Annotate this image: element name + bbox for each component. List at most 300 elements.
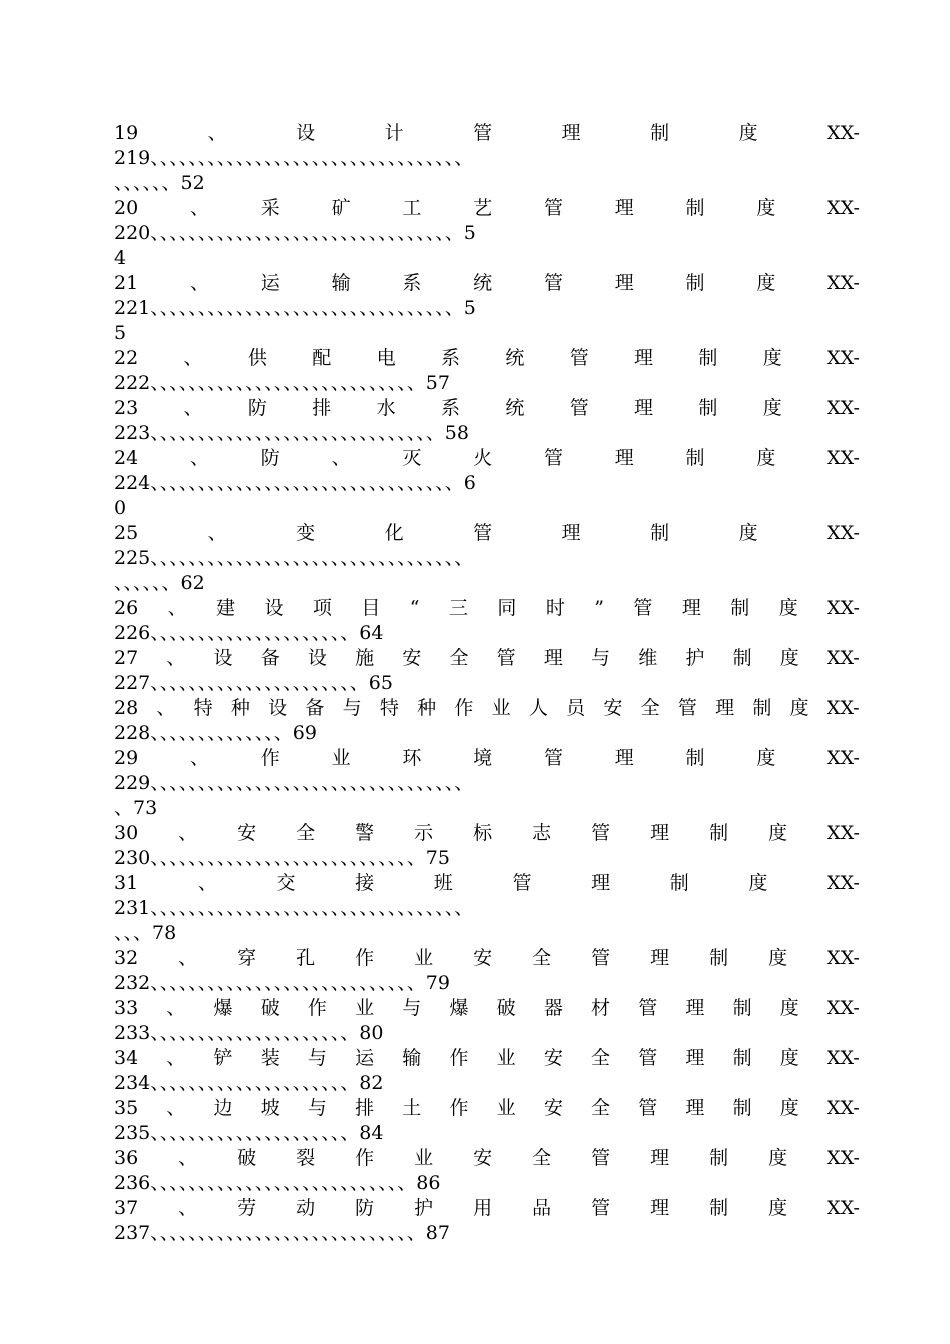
toc-title-token: 制: [685, 197, 705, 219]
toc-title-token: 理: [650, 1147, 670, 1169]
toc-title-token: 品: [532, 1197, 552, 1219]
toc-entry-title: [114, 1146, 860, 1171]
toc-title-token: 工: [402, 197, 422, 219]
toc-title-token: 作: [449, 1097, 469, 1119]
toc-entry-leader: 219、、、、、、、、、、、、、、、、、、、、、、、、、、、、、、、、、: [114, 147, 474, 169]
toc-title-token: 度: [748, 872, 768, 894]
toc-title-token: 安: [473, 1147, 493, 1169]
toc-entry-title: [114, 121, 860, 146]
toc-title-token: 29: [114, 747, 139, 769]
toc-title-token: 、: [178, 1147, 198, 1169]
toc-title-token: 理: [543, 647, 563, 669]
toc-title-token: 理: [614, 272, 634, 294]
toc-title-token: 与: [591, 647, 611, 669]
toc-title-token: 供: [247, 347, 267, 369]
toc-title-token: XX-: [827, 347, 860, 369]
toc-entry-title: [114, 746, 860, 771]
toc-entry-leader: 235、、、、、、、、、、、、、、、、、、、、、84: [114, 1122, 384, 1144]
toc-title-token: 19: [114, 122, 139, 144]
toc-entry[interactable]: [114, 196, 860, 271]
toc-entry-title: [114, 596, 860, 621]
toc-title-token: 制: [698, 347, 718, 369]
toc-entry[interactable]: [114, 821, 860, 871]
toc-title-token: 全: [532, 1147, 552, 1169]
toc-title-token: 全: [296, 822, 316, 844]
toc-title-token: 安: [543, 1047, 563, 1069]
toc-title-token: 艺: [473, 197, 493, 219]
toc-title-token: 劳: [237, 1197, 257, 1219]
toc-entry-leader: 221、、、、、、、、、、、、、、、、、、、、、、、、、、、、、、、、5: [114, 297, 476, 319]
table-of-contents: [114, 121, 860, 1246]
toc-entry-leader: 228、、、、、、、、、、、、、、69: [114, 722, 317, 744]
toc-title-token: 度: [789, 697, 809, 719]
toc-entry-page-tail: 、73: [114, 797, 158, 819]
toc-title-token: 管: [512, 872, 532, 894]
toc-title-token: 、: [189, 447, 209, 469]
toc-title-token: 采: [260, 197, 280, 219]
toc-title-token: 、: [178, 947, 198, 969]
toc-title-token: 管: [543, 447, 563, 469]
toc-title-token: 警: [355, 822, 375, 844]
toc-entry[interactable]: [114, 1146, 860, 1196]
toc-title-token: 、: [189, 272, 209, 294]
toc-title-token: XX-: [827, 197, 860, 219]
toc-entry-leader: 225、、、、、、、、、、、、、、、、、、、、、、、、、、、、、、、、、: [114, 547, 474, 569]
toc-entry[interactable]: [114, 521, 860, 596]
toc-title-token: 28: [114, 697, 139, 719]
toc-title-token: XX-: [827, 397, 860, 419]
toc-title-token: 度: [738, 122, 758, 144]
toc-title-token: 设: [213, 647, 233, 669]
toc-title-token: 35: [114, 1097, 139, 1119]
toc-title-token: XX-: [827, 597, 860, 619]
toc-title-token: 设: [264, 597, 284, 619]
toc-title-token: 管: [569, 347, 589, 369]
toc-title-token: 管: [543, 272, 563, 294]
toc-title-token: XX-: [827, 522, 860, 544]
toc-entry[interactable]: [114, 946, 860, 996]
toc-title-token: 管: [633, 597, 653, 619]
toc-entry-title: [114, 1046, 860, 1071]
toc-entry-title: [114, 446, 860, 471]
toc-title-token: 理: [614, 747, 634, 769]
toc-title-token: 护: [414, 1197, 434, 1219]
toc-title-token: 理: [634, 347, 654, 369]
toc-entry[interactable]: [114, 121, 860, 196]
toc-entry[interactable]: [114, 346, 860, 396]
toc-title-token: 破: [237, 1147, 257, 1169]
toc-title-token: 与: [402, 997, 422, 1019]
toc-title-token: 铲: [213, 1047, 233, 1069]
toc-title-token: 理: [685, 1097, 705, 1119]
toc-title-token: 制: [752, 697, 772, 719]
toc-title-token: 安: [402, 647, 422, 669]
toc-title-token: 、: [207, 522, 227, 544]
toc-title-token: 安: [473, 947, 493, 969]
toc-entry-title: [114, 821, 860, 846]
toc-title-token: 管: [591, 1147, 611, 1169]
toc-title-token: 、: [189, 747, 209, 769]
toc-entry-title: [114, 946, 860, 971]
toc-entry-page-tail: 、、、、、、62: [114, 572, 205, 594]
toc-title-token: 管: [591, 947, 611, 969]
toc-title-token: 制: [685, 447, 705, 469]
toc-entry-leader: 220、、、、、、、、、、、、、、、、、、、、、、、、、、、、、、、、5: [114, 222, 476, 244]
toc-title-token: 度: [756, 272, 776, 294]
toc-title-token: 标: [473, 822, 493, 844]
toc-title-token: 管: [569, 397, 589, 419]
toc-entry-leader: 227、、、、、、、、、、、、、、、、、、、、、、65: [114, 672, 393, 694]
toc-title-token: 、: [207, 122, 227, 144]
toc-title-token: 爆: [449, 997, 469, 1019]
toc-entry-leader: 236、、、、、、、、、、、、、、、、、、、、、、、、、、、86: [114, 1172, 441, 1194]
toc-title-token: 器: [543, 997, 563, 1019]
toc-entry[interactable]: [114, 446, 860, 521]
toc-entry[interactable]: [114, 746, 860, 821]
toc-title-token: 制: [732, 1047, 752, 1069]
toc-title-token: 23: [114, 397, 139, 419]
toc-entry[interactable]: [114, 1196, 860, 1246]
toc-title-token: 矿: [331, 197, 351, 219]
toc-entry-page-tail: 0: [114, 497, 127, 519]
toc-title-token: 孔: [296, 947, 316, 969]
toc-title-token: 制: [650, 122, 670, 144]
toc-entry-leader: 230、、、、、、、、、、、、、、、、、、、、、、、、、、、、75: [114, 847, 450, 869]
toc-title-token: 36: [114, 1147, 139, 1169]
toc-title-token: 理: [591, 872, 611, 894]
toc-title-token: 、: [166, 647, 186, 669]
toc-title-token: 系: [440, 347, 460, 369]
toc-title-token: XX-: [827, 272, 860, 294]
toc-title-token: 制: [698, 397, 718, 419]
toc-title-token: 环: [402, 747, 422, 769]
toc-title-token: 破: [496, 997, 516, 1019]
toc-title-token: 裂: [296, 1147, 316, 1169]
toc-entry-page-tail: 、、、78: [114, 922, 177, 944]
toc-title-token: 理: [650, 947, 670, 969]
toc-title-token: 理: [681, 597, 701, 619]
toc-title-token: 度: [762, 397, 782, 419]
toc-title-token: 时: [545, 597, 565, 619]
toc-title-token: 制: [685, 272, 705, 294]
toc-title-token: 项: [312, 597, 332, 619]
toc-title-token: 与: [342, 697, 362, 719]
toc-entry-title: [114, 521, 860, 546]
toc-title-token: 变: [296, 522, 316, 544]
toc-title-token: 接: [355, 872, 375, 894]
toc-title-token: 理: [614, 447, 634, 469]
toc-title-token: 制: [730, 597, 750, 619]
toc-title-token: 防: [247, 397, 267, 419]
toc-title-token: XX-: [827, 1197, 860, 1219]
toc-title-token: 业: [355, 997, 375, 1019]
toc-title-token: 设: [296, 122, 316, 144]
toc-title-token: 边: [213, 1097, 233, 1119]
toc-title-token: XX-: [827, 747, 860, 769]
toc-title-token: 系: [402, 272, 422, 294]
toc-title-token: 灭: [402, 447, 422, 469]
toc-title-token: 目: [361, 597, 381, 619]
toc-title-token: 破: [260, 997, 280, 1019]
toc-title-token: 材: [591, 997, 611, 1019]
toc-entry[interactable]: [114, 396, 860, 446]
toc-entry[interactable]: [114, 1096, 860, 1146]
toc-title-token: 全: [640, 697, 660, 719]
toc-title-token: 施: [355, 647, 375, 669]
toc-title-token: 、: [178, 1197, 198, 1219]
toc-title-token: 同: [497, 597, 517, 619]
toc-title-token: 理: [561, 522, 581, 544]
toc-entry-leader: 234、、、、、、、、、、、、、、、、、、、、、82: [114, 1072, 384, 1094]
toc-title-token: 作: [355, 947, 375, 969]
toc-title-token: 、: [166, 1097, 186, 1119]
toc-entry[interactable]: [114, 271, 860, 346]
toc-title-token: 24: [114, 447, 139, 469]
toc-title-token: 用: [473, 1197, 493, 1219]
toc-title-token: 土: [402, 1097, 422, 1119]
toc-title-token: 种: [230, 697, 250, 719]
toc-entry-leader: 226、、、、、、、、、、、、、、、、、、、、、64: [114, 622, 384, 644]
toc-title-token: 境: [473, 747, 493, 769]
toc-title-token: 与: [307, 1047, 327, 1069]
toc-entry-title: [114, 871, 860, 896]
toc-title-token: 化: [384, 522, 404, 544]
toc-title-token: 种: [417, 697, 437, 719]
toc-title-token: 示: [414, 822, 434, 844]
toc-title-token: 全: [591, 1097, 611, 1119]
toc-title-token: 安: [603, 697, 623, 719]
toc-entry-page-tail: 5: [114, 322, 127, 344]
toc-entry-leader: 233、、、、、、、、、、、、、、、、、、、、、80: [114, 1022, 384, 1044]
toc-title-token: 度: [779, 1047, 799, 1069]
toc-entry-title: [114, 346, 860, 371]
toc-title-token: 理: [561, 122, 581, 144]
toc-title-token: 爆: [213, 997, 233, 1019]
toc-title-token: 全: [532, 947, 552, 969]
toc-title-token: 业: [496, 1047, 516, 1069]
toc-title-token: 制: [650, 522, 670, 544]
toc-title-token: 度: [779, 647, 799, 669]
toc-title-token: XX-: [826, 997, 860, 1019]
toc-title-token: 排: [312, 397, 332, 419]
toc-title-token: 作: [307, 997, 327, 1019]
toc-title-token: 备: [260, 647, 280, 669]
toc-entry-leader: 232、、、、、、、、、、、、、、、、、、、、、、、、、、、、79: [114, 972, 450, 994]
toc-title-token: 、: [166, 997, 186, 1019]
toc-title-token: 、: [166, 1047, 186, 1069]
toc-title-token: 员: [566, 697, 586, 719]
toc-title-token: 统: [473, 272, 493, 294]
toc-entry-title: [114, 1196, 860, 1221]
toc-title-token: 业: [414, 947, 434, 969]
toc-title-token: 管: [591, 822, 611, 844]
toc-title-token: 、: [167, 597, 187, 619]
toc-title-token: 业: [496, 1097, 516, 1119]
toc-title-token: 理: [614, 197, 634, 219]
toc-title-token: 25: [114, 522, 139, 544]
toc-entry[interactable]: [114, 871, 860, 946]
toc-entry-page-tail: 、、、、、、52: [114, 172, 205, 194]
toc-title-token: XX-: [826, 1047, 860, 1069]
toc-title-token: 特: [379, 697, 399, 719]
toc-title-token: XX-: [827, 872, 860, 894]
toc-title-token: 动: [296, 1197, 316, 1219]
toc-entry[interactable]: [114, 696, 860, 746]
toc-title-token: 度: [738, 522, 758, 544]
toc-title-token: 运: [260, 272, 280, 294]
toc-title-token: ”: [594, 597, 604, 619]
toc-title-token: XX-: [827, 447, 860, 469]
toc-entry[interactable]: [114, 646, 860, 696]
toc-title-token: 度: [756, 197, 776, 219]
toc-title-token: 理: [634, 397, 654, 419]
toc-title-token: 交: [276, 872, 296, 894]
toc-entry[interactable]: [114, 1046, 860, 1096]
toc-title-token: 26: [114, 597, 139, 619]
toc-title-token: 输: [402, 1047, 422, 1069]
toc-title-token: 业: [331, 747, 351, 769]
toc-title-token: 度: [779, 997, 799, 1019]
toc-title-token: 统: [505, 397, 525, 419]
toc-title-token: 21: [114, 272, 139, 294]
toc-title-token: 、: [197, 872, 217, 894]
toc-title-token: 制: [709, 1197, 729, 1219]
toc-title-token: 与: [307, 1097, 327, 1119]
toc-entry-title: [114, 996, 860, 1021]
toc-title-token: 制: [685, 747, 705, 769]
toc-title-token: 理: [685, 997, 705, 1019]
toc-title-token: XX-: [827, 1147, 860, 1169]
toc-title-token: 安: [237, 822, 257, 844]
toc-title-token: 管: [638, 997, 658, 1019]
toc-title-token: 32: [114, 947, 139, 969]
toc-title-token: 安: [543, 1097, 563, 1119]
toc-title-token: 理: [685, 1047, 705, 1069]
toc-title-token: 三: [448, 597, 468, 619]
toc-title-token: 制: [709, 1147, 729, 1169]
toc-entry-title: [114, 396, 860, 421]
toc-title-token: 管: [543, 747, 563, 769]
toc-title-token: 度: [756, 447, 776, 469]
toc-title-token: 度: [779, 1097, 799, 1119]
toc-title-token: 度: [768, 947, 788, 969]
toc-title-token: 统: [505, 347, 525, 369]
toc-entry-title: [114, 696, 860, 721]
toc-title-token: 输: [331, 272, 351, 294]
toc-entry-leader: 229、、、、、、、、、、、、、、、、、、、、、、、、、、、、、、、、、: [114, 772, 474, 794]
toc-title-token: 装: [260, 1047, 280, 1069]
toc-title-token: 、: [156, 697, 176, 719]
toc-title-token: 防: [355, 1197, 375, 1219]
toc-title-token: 水: [376, 397, 396, 419]
toc-title-token: 理: [715, 697, 735, 719]
toc-title-token: 电: [376, 347, 396, 369]
toc-title-token: 管: [496, 647, 516, 669]
toc-title-token: XX-: [827, 822, 860, 844]
toc-title-token: 度: [756, 747, 776, 769]
toc-entry[interactable]: [114, 596, 860, 646]
toc-title-token: 制: [732, 997, 752, 1019]
toc-title-token: XX-: [826, 647, 860, 669]
toc-title-token: 管: [638, 1097, 658, 1119]
toc-title-token: 建: [216, 597, 236, 619]
toc-title-token: 护: [685, 647, 705, 669]
toc-title-token: 理: [650, 1197, 670, 1219]
toc-title-token: 20: [114, 197, 139, 219]
toc-entry-title: [114, 646, 860, 671]
toc-title-token: 业: [414, 1147, 434, 1169]
toc-entry-leader: 237、、、、、、、、、、、、、、、、、、、、、、、、、、、、87: [114, 1222, 450, 1244]
toc-title-token: 、: [178, 822, 198, 844]
toc-title-token: 作: [260, 747, 280, 769]
toc-title-token: 度: [768, 1197, 788, 1219]
toc-entry-leader: 224、、、、、、、、、、、、、、、、、、、、、、、、、、、、、、、、6: [114, 472, 476, 494]
toc-title-token: 制: [732, 647, 752, 669]
toc-title-token: 、: [189, 197, 209, 219]
toc-title-token: 、: [331, 447, 351, 469]
toc-title-token: 人: [528, 697, 548, 719]
toc-title-token: XX-: [827, 122, 860, 144]
toc-title-token: 管: [473, 122, 493, 144]
toc-title-token: 火: [473, 447, 493, 469]
toc-title-token: 度: [768, 1147, 788, 1169]
toc-title-token: 特: [193, 697, 213, 719]
toc-title-token: 排: [355, 1097, 375, 1119]
toc-title-token: 防: [260, 447, 280, 469]
toc-title-token: 理: [650, 822, 670, 844]
toc-title-token: “: [409, 597, 420, 619]
toc-title-token: 制: [709, 947, 729, 969]
toc-entry-page-tail: 4: [114, 247, 127, 269]
toc-title-token: 管: [677, 697, 697, 719]
toc-entry-leader: 222、、、、、、、、、、、、、、、、、、、、、、、、、、、、57: [114, 372, 450, 394]
toc-title-token: 志: [532, 822, 552, 844]
toc-title-token: 度: [778, 597, 798, 619]
toc-title-token: 维: [638, 647, 658, 669]
toc-title-token: 管: [591, 1197, 611, 1219]
toc-title-token: 、: [183, 397, 203, 419]
toc-title-token: 运: [355, 1047, 375, 1069]
toc-entry-leader: 231、、、、、、、、、、、、、、、、、、、、、、、、、、、、、、、、、: [114, 897, 474, 919]
toc-title-token: 作: [449, 1047, 469, 1069]
toc-title-token: 坡: [260, 1097, 280, 1119]
toc-title-token: 制: [669, 872, 689, 894]
toc-entry-title: [114, 271, 860, 296]
toc-title-token: 穿: [237, 947, 257, 969]
toc-title-token: XX-: [827, 947, 860, 969]
toc-entry-title: [114, 1096, 860, 1121]
toc-title-token: 管: [543, 197, 563, 219]
toc-title-token: 作: [355, 1147, 375, 1169]
toc-title-token: XX-: [826, 1097, 860, 1119]
toc-title-token: 班: [433, 872, 453, 894]
toc-title-token: 34: [114, 1047, 139, 1069]
toc-title-token: 业: [491, 697, 511, 719]
toc-title-token: 设: [268, 697, 288, 719]
toc-title-token: 度: [768, 822, 788, 844]
toc-title-token: 37: [114, 1197, 139, 1219]
toc-title-token: 、: [183, 347, 203, 369]
toc-entry[interactable]: [114, 996, 860, 1046]
toc-entry-leader: 223、、、、、、、、、、、、、、、、、、、、、、、、、、、、、、58: [114, 422, 469, 444]
toc-title-token: 22: [114, 347, 139, 369]
toc-title-token: 计: [384, 122, 404, 144]
toc-title-token: 备: [305, 697, 325, 719]
toc-title-token: XX-: [826, 697, 860, 719]
toc-entry-title: [114, 196, 860, 221]
toc-title-token: 27: [114, 647, 139, 669]
toc-title-token: 30: [114, 822, 139, 844]
